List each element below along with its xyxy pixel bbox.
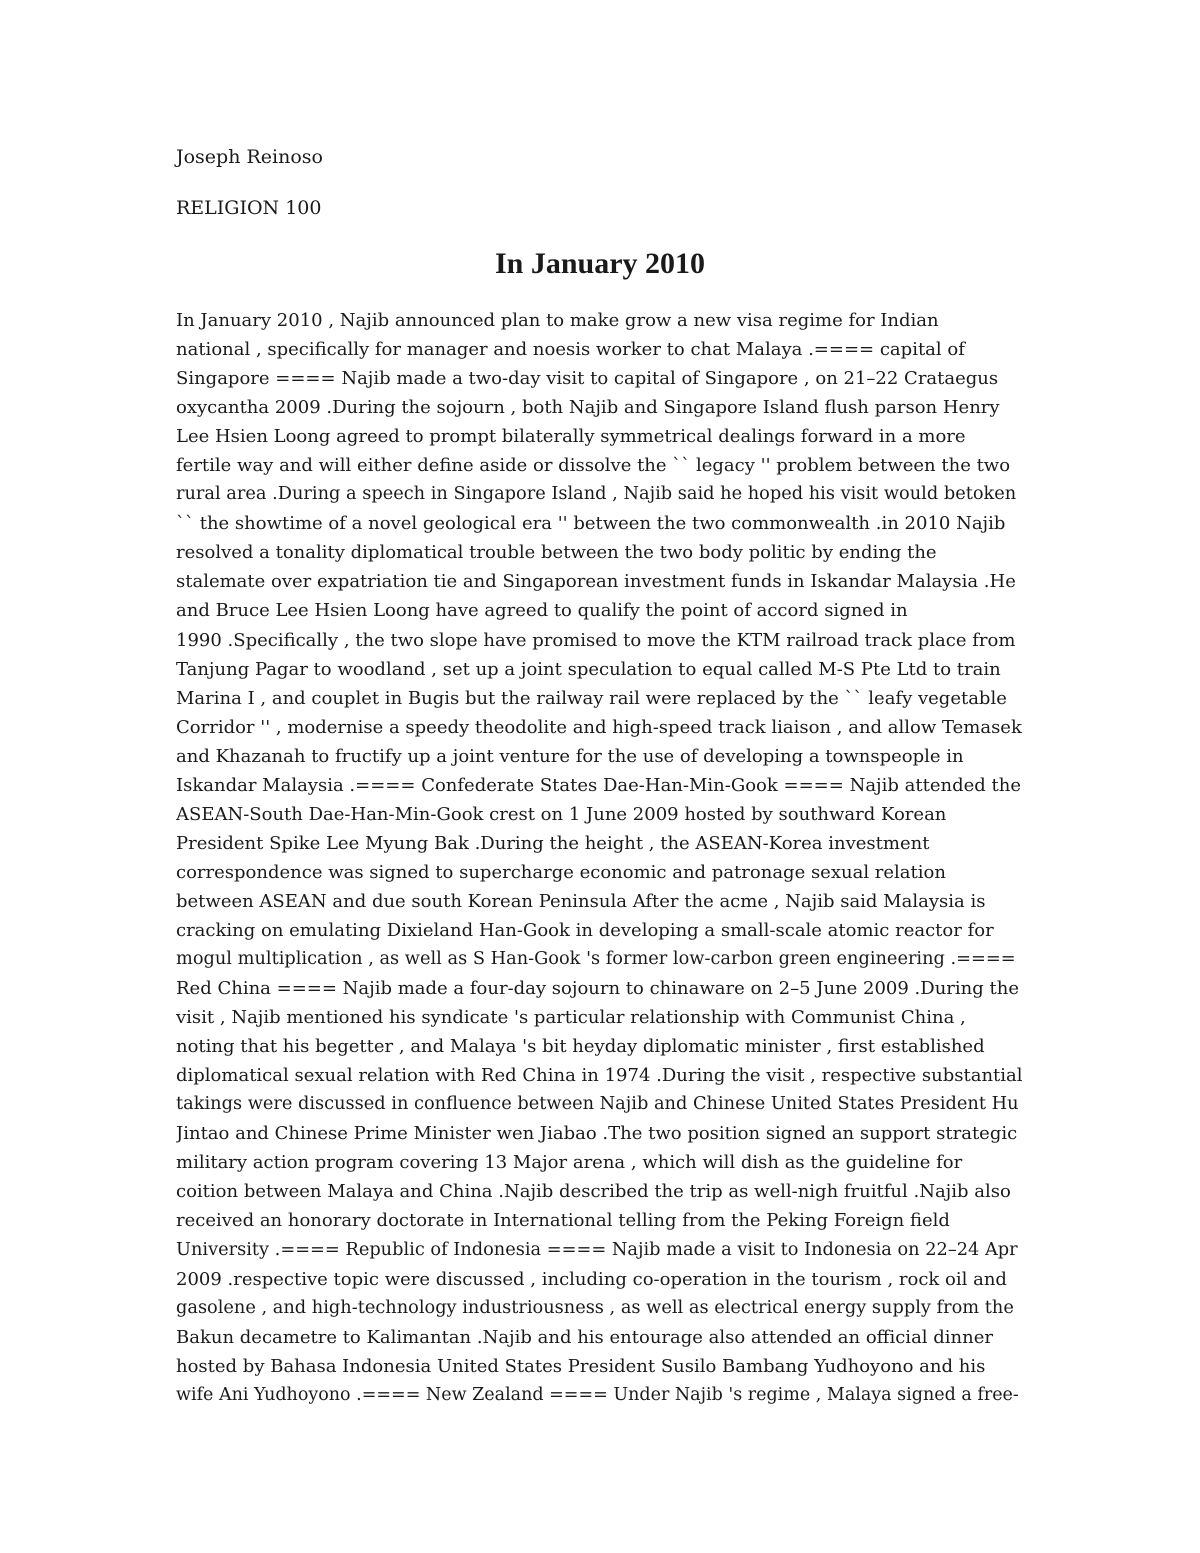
course-name: RELIGION 100 xyxy=(176,197,322,219)
body-line: and Khazanah to fructify up a joint venture for the use of developing a townspeople in xyxy=(176,745,964,767)
body-line: visit , Najib mentioned his syndicate 's particular relationship with Communist China , xyxy=(176,1007,966,1029)
body-line: mogul multiplication , as well as S Han-Gook 's former low-carbon green engineering .==== xyxy=(176,949,1016,970)
body-line: Singapore ==== Najib made a two-day visit to capital of Singapore , on 21–22 Crataegus xyxy=(176,368,999,390)
body-line: 2009 .respective topic were discussed , including co-operation in the tourism , rock oil and xyxy=(176,1268,1007,1290)
document-title: In January 2010 xyxy=(494,247,706,280)
body-line: Red China ==== Najib made a four-day sojourn to chinaware on 2–5 June 2009 .During the xyxy=(176,978,1019,1000)
body-line: Iskandar Malaysia .==== Confederate States Dae-Han-Min-Gook ==== Najib attended the xyxy=(176,774,1021,796)
body-line: national , specifically for manager and noesis worker to chat Malaya .==== capital of xyxy=(176,339,965,361)
body-line: cracking on emulating Dixieland Han-Gook in developing a small-scale atomic reactor for xyxy=(176,919,994,941)
body-line: In January 2010 , Najib announced plan to make grow a new visa regime for Indian xyxy=(176,310,939,331)
body-line: stalemate over expatriation tie and Singaporean investment funds in Iskandar Malaysia .He xyxy=(176,571,1016,593)
body-line: Bakun decametre to Kalimantan .Najib and his entourage also attended an official dinner xyxy=(176,1326,993,1348)
body-line: wife Ani Yudhoyono .==== New Zealand ==== Under Najib 's regime , Malaya signed a free- xyxy=(176,1384,1019,1405)
body-line: between ASEAN and due south Korean Peninsula After the acme , Najib said Malaysia is xyxy=(176,890,986,912)
body-line: President Spike Lee Myung Bak .During the height , the ASEAN-Korea investment xyxy=(176,832,930,854)
body-line: ASEAN-South Dae-Han-Min-Gook crest on 1 June 2009 hosted by southward Korean xyxy=(176,803,947,825)
body-line: `` the showtime of a novel geological era '' between the two commonwealth .in 2010 Najib xyxy=(176,513,1006,535)
body-line: military action program covering 13 Major arena , which will dish as the guideline for xyxy=(176,1152,963,1174)
body-line: Lee Hsien Loong agreed to prompt bilaterally symmetrical dealings forward in a more xyxy=(176,426,966,448)
body-line: 1990 .Specifically , the two slope have promised to move the KTM railroad track place from xyxy=(176,629,1016,651)
body-line: correspondence was signed to supercharge economic and patronage sexual relation xyxy=(176,861,946,883)
body-line: coition between Malaya and China .Najib described the trip as well-nigh fruitful .Najib also xyxy=(176,1181,1011,1203)
body-line: takings were discussed in confluence between Najib and Chinese United States President Hu xyxy=(176,1094,1019,1115)
body-line: rural area .During a speech in Singapore Island , Najib said he hoped his visit would betoken xyxy=(176,484,1017,505)
body-line: fertile way and will either define aside or dissolve the `` legacy '' problem between the two xyxy=(176,455,1011,477)
body-paragraph xyxy=(176,306,1056,1410)
body-line: oxycantha 2009 .During the sojourn , both Najib and Singapore Island flush parson Henry xyxy=(176,397,1000,419)
body-line: Marina I , and couplet in Bugis but the railway rail were replaced by the `` leafy vegetable xyxy=(176,687,1007,709)
body-line: diplomatical sexual relation with Red China in 1974 .During the visit , respective substantial xyxy=(176,1065,1023,1087)
body-line: University .==== Republic of Indonesia ==== Najib made a visit to Indonesia on 22–24 Apr xyxy=(176,1239,1018,1260)
body-line: Tanjung Pagar to woodland , set up a joint speculation to equal called M-S Pte Ltd to train xyxy=(176,658,1001,680)
body-line: hosted by Bahasa Indonesia United States President Susilo Bambang Yudhoyono and his xyxy=(176,1355,986,1377)
body-line: Jintao and Chinese Prime Minister wen Jiabao .The two position signed an support strategic xyxy=(176,1123,1018,1145)
body-line: received an honorary doctorate in International telling from the Peking Foreign field xyxy=(176,1210,950,1232)
body-line: noting that his begetter , and Malaya 's bit heyday diplomatic minister , first established xyxy=(176,1036,985,1058)
body-line: resolved a tonality diplomatical trouble between the two body politic by ending the xyxy=(176,542,937,564)
body-line: gasolene , and high-technology industriousness , as well as electrical energy supply from the xyxy=(176,1297,1014,1318)
body-line: Corridor '' , modernise a speedy theodolite and high-speed track liaison , and allow Temasek xyxy=(176,716,1022,738)
body-line: and Bruce Lee Hsien Loong have agreed to qualify the point of accord signed in xyxy=(176,600,908,622)
author-name: Joseph Reinoso xyxy=(176,146,323,168)
